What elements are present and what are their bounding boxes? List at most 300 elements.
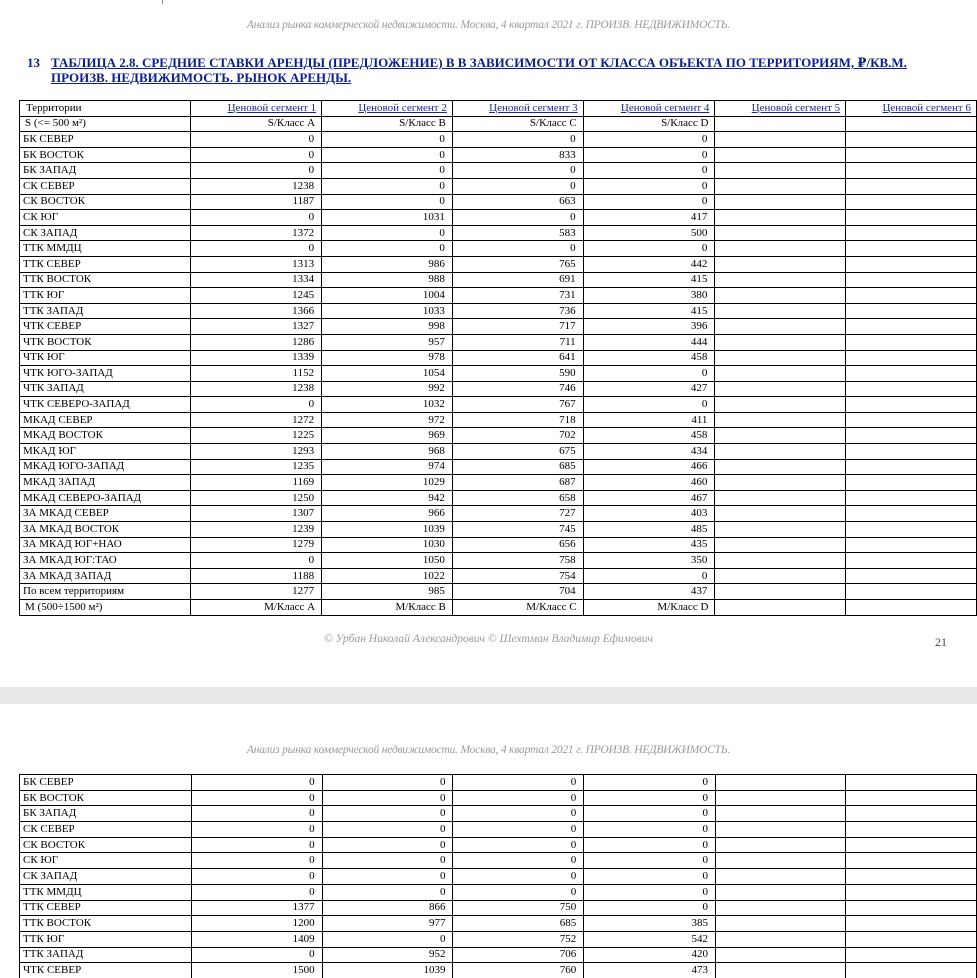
rate-value: 706: [453, 947, 584, 963]
class-label: M/Класс A: [191, 600, 322, 616]
rate-value: 1039: [322, 522, 453, 538]
rate-value: 0: [322, 806, 453, 822]
rate-value: 1377: [191, 900, 322, 916]
rate-value: 1054: [322, 366, 453, 382]
table-row: [20, 381, 977, 397]
rate-value: 0: [322, 225, 453, 241]
table-row: [20, 568, 977, 584]
rate-value: 0: [322, 241, 453, 257]
empty-cell: [715, 490, 846, 506]
table-row: [20, 916, 977, 932]
empty-cell: [846, 584, 977, 600]
empty-cell: [846, 132, 977, 148]
rate-value: 0: [191, 132, 322, 148]
rate-value: 0: [191, 947, 322, 963]
territory-name: МКАД СЕВЕРО-ЗАПАД: [20, 490, 191, 506]
table-row: [20, 459, 977, 475]
rate-value: 0: [191, 869, 322, 885]
copyright-footer: © Урбан Николай Александрович © Шехтман Владимир Ефимович: [324, 633, 653, 645]
empty-cell: [846, 116, 977, 132]
table-row: [20, 225, 977, 241]
table-row: [20, 522, 977, 538]
rate-value: 754: [452, 568, 583, 584]
rate-value: 458: [583, 428, 715, 444]
table-row: [20, 397, 977, 413]
territory-name: СК ЮГ: [20, 210, 191, 226]
table-row: [20, 553, 977, 569]
territory-name: МКАД ЗАПАД: [20, 475, 191, 491]
empty-cell: [715, 822, 846, 838]
table-row: [20, 869, 977, 885]
empty-cell: [846, 537, 977, 553]
rate-value: 687: [452, 475, 583, 491]
rate-value: 1307: [191, 506, 322, 522]
rate-value: 718: [452, 412, 583, 428]
rate-value: 1187: [191, 194, 322, 210]
table-header-row: [20, 101, 977, 117]
empty-cell: [846, 397, 977, 413]
rate-value: 0: [191, 884, 322, 900]
empty-cell: [715, 506, 846, 522]
segment-5-header-link[interactable]: Ценовой сегмент 5: [715, 101, 846, 117]
empty-cell: [715, 522, 846, 538]
territory-name: СК ЗАПАД: [20, 225, 191, 241]
territory-name: СК ЮГ: [20, 853, 192, 869]
class-label: S/Класс C: [452, 116, 583, 132]
rate-value: 0: [452, 178, 583, 194]
rate-value: 0: [452, 210, 583, 226]
table-row: [20, 132, 977, 148]
rate-value: 1250: [191, 490, 322, 506]
rate-value: 466: [583, 459, 715, 475]
rate-value: 656: [452, 537, 583, 553]
rate-value: 0: [584, 837, 716, 853]
rate-value: 442: [583, 256, 715, 272]
document-page-22: [0, 704, 977, 978]
table-row: [20, 194, 977, 210]
rate-value: 957: [322, 334, 453, 350]
empty-cell: [715, 600, 846, 616]
rate-value: 0: [583, 147, 715, 163]
territory-name: ТТК ММДЦ: [20, 241, 191, 257]
rate-value: 0: [191, 790, 322, 806]
table-row: [20, 931, 977, 947]
empty-cell: [715, 806, 846, 822]
rate-value: 415: [583, 272, 715, 288]
territory-name: ТТК ЗАПАД: [20, 303, 191, 319]
rate-value: 0: [322, 178, 453, 194]
empty-cell: [715, 584, 846, 600]
table-row: [20, 241, 977, 257]
table-row: [20, 537, 977, 553]
rate-value: 0: [191, 241, 322, 257]
rate-value: 1022: [322, 568, 453, 584]
empty-cell: [715, 916, 846, 932]
territory-name: СК ВОСТОК: [20, 837, 192, 853]
empty-cell: [846, 568, 977, 584]
rate-value: 0: [191, 837, 322, 853]
empty-cell: [715, 869, 846, 885]
rate-value: 0: [584, 853, 716, 869]
rate-value: 0: [322, 163, 453, 179]
rate-value: 745: [452, 522, 583, 538]
empty-cell: [846, 916, 977, 932]
running-head: Анализ рынка коммерческой недвижимости. Москва, 4 квартал 2021 г. ПРОИЗВ. НЕДВИЖИМОСТЬ.: [246, 744, 731, 756]
rate-value: 437: [583, 584, 715, 600]
territory-name: СК ЗАПАД: [20, 869, 192, 885]
rate-value: 403: [583, 506, 715, 522]
rate-value: 0: [322, 837, 453, 853]
rate-value: 0: [453, 869, 584, 885]
rate-value: 685: [452, 459, 583, 475]
rate-value: 1272: [191, 412, 322, 428]
rate-value: 0: [191, 775, 322, 791]
rate-value: 1313: [191, 256, 322, 272]
territory-name: ТТК СЕВЕР: [20, 256, 191, 272]
empty-cell: [846, 178, 977, 194]
rate-value: 0: [452, 241, 583, 257]
rent-rates-table-continued: [19, 774, 977, 978]
rate-value: 1152: [191, 366, 322, 382]
table-row: [20, 853, 977, 869]
rate-value: 767: [452, 397, 583, 413]
rate-value: 427: [583, 381, 715, 397]
table-row: [20, 178, 977, 194]
rate-value: 1327: [191, 319, 322, 335]
rent-rates-table: [19, 100, 977, 616]
rate-value: 1032: [322, 397, 453, 413]
empty-cell: [846, 288, 977, 304]
rate-value: 0: [584, 790, 716, 806]
empty-cell: [715, 116, 846, 132]
rate-value: 417: [583, 210, 715, 226]
empty-cell: [715, 147, 846, 163]
empty-cell: [846, 884, 977, 900]
table-row: [20, 963, 977, 978]
rate-value: 663: [452, 194, 583, 210]
rate-value: 0: [584, 869, 716, 885]
empty-cell: [715, 132, 846, 148]
table-row: [20, 775, 977, 791]
table-row: [20, 822, 977, 838]
rate-value: 974: [322, 459, 453, 475]
territory-name: ЗА МКАД ВОСТОК: [20, 522, 191, 538]
territory-name: ЗА МКАД СЕВЕР: [20, 506, 191, 522]
rate-value: 542: [584, 931, 716, 947]
segment-1-header-link[interactable]: Ценовой сегмент 1: [191, 101, 322, 117]
rate-value: 1225: [191, 428, 322, 444]
territory-column-header: Территории: [20, 101, 191, 117]
rate-value: 641: [452, 350, 583, 366]
territory-name: БК ЗАПАД: [20, 806, 192, 822]
empty-cell: [846, 775, 977, 791]
rate-value: 0: [453, 853, 584, 869]
empty-cell: [715, 931, 846, 947]
rate-value: 0: [583, 178, 715, 194]
segment-4-header-link[interactable]: Ценовой сегмент 4: [583, 101, 715, 117]
empty-cell: [715, 272, 846, 288]
table-row: [20, 475, 977, 491]
rate-value: 833: [452, 147, 583, 163]
empty-cell: [846, 366, 977, 382]
class-label: S/Класс A: [191, 116, 322, 132]
empty-cell: [846, 444, 977, 460]
empty-cell: [846, 225, 977, 241]
rate-value: 0: [583, 568, 715, 584]
table-title-link[interactable]: ТАБЛИЦА 2.8. СРЕДНИЕ СТАВКИ АРЕНДЫ (ПРЕДЛОЖЕНИЕ) В В ЗАВИСИМОСТИ ОТ КЛАССА ОБЪЕКТА ПО ТЕРРИТОРИЯМ, ₽/КВ.М. ПРОИЗВ. НЕДВИЖИМОСТЬ. РЫНОК АРЕНДЫ.: [51, 55, 907, 85]
rate-value: 968: [322, 444, 453, 460]
territory-name: ТТК ВОСТОК: [20, 916, 192, 932]
rate-value: 966: [322, 506, 453, 522]
territory-name: ЧТК ЮГ: [20, 350, 191, 366]
territory-name: ЗА МКАД ЗАПАД: [20, 568, 191, 584]
empty-cell: [715, 459, 846, 475]
territory-name: СК СЕВЕР: [20, 178, 191, 194]
empty-cell: [715, 350, 846, 366]
rate-value: 992: [322, 381, 453, 397]
territory-name: ТТК ВОСТОК: [20, 272, 191, 288]
rate-value: 658: [452, 490, 583, 506]
empty-cell: [715, 163, 846, 179]
empty-cell: [715, 412, 846, 428]
rate-value: 0: [452, 132, 583, 148]
rate-value: 0: [322, 884, 453, 900]
empty-cell: [715, 381, 846, 397]
rate-value: 0: [583, 241, 715, 257]
empty-cell: [846, 806, 977, 822]
size-group-label: S (<= 500 м²): [20, 116, 191, 132]
class-label: M/Класс B: [322, 600, 453, 616]
empty-cell: [715, 178, 846, 194]
empty-cell: [846, 522, 977, 538]
rate-value: 1409: [191, 931, 322, 947]
rate-value: 458: [583, 350, 715, 366]
table-row: [20, 884, 977, 900]
table-row: [20, 163, 977, 179]
empty-cell: [846, 272, 977, 288]
empty-cell: [846, 553, 977, 569]
table-row: [20, 806, 977, 822]
rate-value: 1339: [191, 350, 322, 366]
rate-value: 978: [322, 350, 453, 366]
table-row: [20, 366, 977, 382]
rate-value: 0: [191, 163, 322, 179]
rate-value: 1334: [191, 272, 322, 288]
rate-value: 0: [322, 132, 453, 148]
empty-cell: [715, 256, 846, 272]
rate-value: 969: [322, 428, 453, 444]
rate-value: 985: [322, 584, 453, 600]
rate-value: 0: [322, 869, 453, 885]
empty-cell: [846, 600, 977, 616]
table-row: [20, 256, 977, 272]
empty-cell: [715, 537, 846, 553]
table-row: [20, 837, 977, 853]
territory-rows: [20, 775, 977, 978]
territory-name: БК ВОСТОК: [20, 147, 191, 163]
territory-name: МКАД ЮГ: [20, 444, 191, 460]
empty-cell: [846, 459, 977, 475]
rate-value: 434: [583, 444, 715, 460]
rate-value: 0: [453, 775, 584, 791]
rate-value: 0: [584, 884, 716, 900]
empty-cell: [846, 963, 977, 978]
rate-value: 0: [191, 210, 322, 226]
territory-name: ТТК ЮГ: [20, 288, 191, 304]
empty-cell: [846, 853, 977, 869]
empty-cell: [846, 822, 977, 838]
rate-value: 0: [452, 163, 583, 179]
rate-value: 0: [584, 775, 716, 791]
rate-value: 952: [322, 947, 453, 963]
table-row: [20, 790, 977, 806]
table-row: [20, 210, 977, 226]
empty-cell: [846, 475, 977, 491]
rate-value: 415: [583, 303, 715, 319]
rate-value: 0: [583, 366, 715, 382]
rate-value: 691: [452, 272, 583, 288]
empty-cell: [846, 412, 977, 428]
rate-value: 1239: [191, 522, 322, 538]
empty-cell: [715, 837, 846, 853]
empty-cell: [846, 303, 977, 319]
rate-value: 460: [583, 475, 715, 491]
rate-value: 760: [453, 963, 584, 978]
empty-cell: [846, 506, 977, 522]
empty-cell: [715, 963, 846, 978]
rate-value: 1366: [191, 303, 322, 319]
empty-cell: [846, 900, 977, 916]
empty-cell: [715, 334, 846, 350]
segment-2-header-link[interactable]: Ценовой сегмент 2: [322, 101, 453, 117]
rate-value: 0: [453, 884, 584, 900]
empty-cell: [846, 210, 977, 226]
rate-value: 986: [322, 256, 453, 272]
table-row: [20, 147, 977, 163]
table-row: [20, 490, 977, 506]
empty-cell: [715, 884, 846, 900]
class-label: S/Класс B: [322, 116, 453, 132]
empty-cell: [846, 931, 977, 947]
table-row: [20, 947, 977, 963]
table-row: [20, 506, 977, 522]
rate-value: 444: [583, 334, 715, 350]
empty-cell: [715, 319, 846, 335]
rate-value: 385: [584, 916, 716, 932]
rate-value: 1500: [191, 963, 322, 978]
rate-value: 0: [191, 806, 322, 822]
empty-cell: [846, 241, 977, 257]
rate-value: 396: [583, 319, 715, 335]
rate-value: 411: [583, 412, 715, 428]
rate-value: 473: [584, 963, 716, 978]
rate-value: 1030: [322, 537, 453, 553]
empty-cell: [715, 241, 846, 257]
rate-value: 1004: [322, 288, 453, 304]
rate-value: 467: [583, 490, 715, 506]
rate-value: 0: [191, 397, 322, 413]
rate-value: 0: [583, 163, 715, 179]
rate-value: 1235: [191, 459, 322, 475]
rate-value: 435: [583, 537, 715, 553]
rate-value: 1039: [322, 963, 453, 978]
rate-value: 1238: [191, 178, 322, 194]
rate-value: 1033: [322, 303, 453, 319]
empty-cell: [715, 288, 846, 304]
rate-value: 0: [583, 194, 715, 210]
rate-value: 0: [322, 775, 453, 791]
table-row: [20, 412, 977, 428]
rate-value: 0: [453, 806, 584, 822]
rate-value: 0: [322, 194, 453, 210]
empty-cell: [715, 366, 846, 382]
segment-3-header-link[interactable]: Ценовой сегмент 3: [452, 101, 583, 117]
segment-6-header-link[interactable]: Ценовой сегмент 6: [846, 101, 977, 117]
rate-value: 0: [584, 822, 716, 838]
empty-cell: [846, 163, 977, 179]
empty-cell: [715, 303, 846, 319]
size-group-s-row: [20, 116, 977, 132]
rate-value: 1372: [191, 225, 322, 241]
rate-value: 731: [452, 288, 583, 304]
rate-value: 0: [191, 147, 322, 163]
territory-name: ЧТК СЕВЕР: [20, 963, 192, 978]
territory-name: ТТК ММДЦ: [20, 884, 192, 900]
empty-cell: [846, 194, 977, 210]
territory-name: По всем территориям: [20, 584, 191, 600]
empty-cell: [846, 256, 977, 272]
table-row: [20, 334, 977, 350]
page-number: 21: [935, 635, 947, 649]
rate-value: 485: [583, 522, 715, 538]
rate-value: 1277: [191, 584, 322, 600]
territory-name: ЧТК ВОСТОК: [20, 334, 191, 350]
page-edge-mark: [162, 0, 163, 4]
territory-name: СК ВОСТОК: [20, 194, 191, 210]
rate-value: 0: [322, 822, 453, 838]
rate-value: 1279: [191, 537, 322, 553]
class-label: M/Класс C: [452, 600, 583, 616]
empty-cell: [715, 444, 846, 460]
rate-value: 583: [452, 225, 583, 241]
territory-name: ТТК ЗАПАД: [20, 947, 192, 963]
empty-cell: [715, 397, 846, 413]
running-head: Анализ рынка коммерческой недвижимости. Москва, 4 квартал 2021 г. ПРОИЗВ. НЕДВИЖИМОСТЬ.: [246, 19, 731, 31]
rate-value: 1200: [191, 916, 322, 932]
rate-value: 711: [452, 334, 583, 350]
rate-value: 866: [322, 900, 453, 916]
empty-cell: [846, 319, 977, 335]
empty-cell: [846, 490, 977, 506]
territory-name: БК ЗАПАД: [20, 163, 191, 179]
rate-value: 736: [452, 303, 583, 319]
table-row: [20, 303, 977, 319]
rate-value: 0: [453, 822, 584, 838]
territory-name: МКАД ВОСТОК: [20, 428, 191, 444]
empty-cell: [846, 947, 977, 963]
table-row: [20, 272, 977, 288]
rate-value: 350: [583, 553, 715, 569]
territory-name: ЧТК ЮГО-ЗАПАД: [20, 366, 191, 382]
empty-cell: [715, 853, 846, 869]
rate-value: 758: [452, 553, 583, 569]
rate-value: 0: [453, 837, 584, 853]
empty-cell: [715, 475, 846, 491]
rate-value: 0: [322, 853, 453, 869]
rate-value: 704: [452, 584, 583, 600]
rate-value: 988: [322, 272, 453, 288]
empty-cell: [715, 568, 846, 584]
